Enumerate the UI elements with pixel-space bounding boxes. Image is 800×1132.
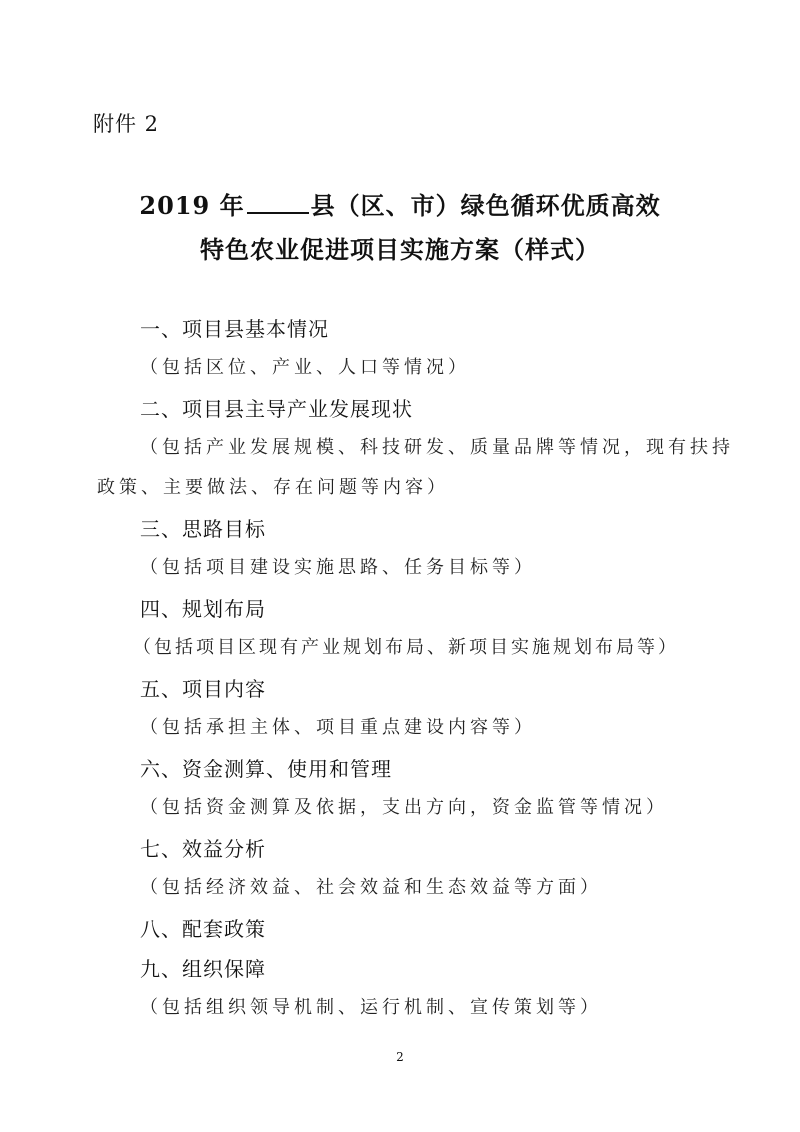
section-heading-5: 五、项目内容 bbox=[140, 677, 266, 701]
document-title-line1 bbox=[0, 186, 800, 221]
document-title-line2: 特色农业促进项目实施方案（样式） bbox=[200, 235, 600, 264]
section-detail-4: （包括项目区现有产业规划布局、新项目实施规划布局等） bbox=[133, 637, 679, 658]
title-blank-underline bbox=[247, 194, 309, 214]
section-detail-9: （包括组织领导机制、运行机制、宣传策划等） bbox=[140, 997, 602, 1018]
section-heading-6: 六、资金测算、使用和管理 bbox=[140, 757, 392, 781]
section-detail-2-cont: 政策、主要做法、存在问题等内容） bbox=[97, 477, 449, 498]
section-detail-2: （包括产业发展规模、科技研发、质量品牌等情况，现有扶持 bbox=[140, 437, 734, 458]
section-detail-7: （包括经济效益、社会效益和生态效益等方面） bbox=[140, 877, 602, 898]
title-year: 2019 年 bbox=[139, 191, 245, 220]
page-number: 2 bbox=[396, 1050, 404, 1064]
section-heading-3: 三、思路目标 bbox=[140, 517, 266, 541]
section-heading-2: 二、项目县主导产业发展现状 bbox=[140, 397, 413, 421]
section-heading-1: 一、项目县基本情况 bbox=[140, 317, 329, 341]
section-detail-3: （包括项目建设实施思路、任务目标等） bbox=[140, 557, 536, 578]
attachment-label: 附件 2 bbox=[93, 112, 160, 136]
section-detail-1: （包括区位、产业、人口等情况） bbox=[140, 357, 470, 378]
section-heading-9: 九、组织保障 bbox=[140, 957, 266, 981]
section-heading-8: 八、配套政策 bbox=[140, 917, 266, 941]
title-line1-rest: 县（区、市）绿色循环优质高效 bbox=[310, 191, 661, 220]
section-detail-6: （包括资金测算及依据，支出方向，资金监管等情况） bbox=[140, 797, 668, 818]
section-heading-7: 七、效益分析 bbox=[140, 837, 266, 861]
section-detail-5: （包括承担主体、项目重点建设内容等） bbox=[140, 717, 536, 738]
section-heading-4: 四、规划布局 bbox=[140, 597, 266, 621]
